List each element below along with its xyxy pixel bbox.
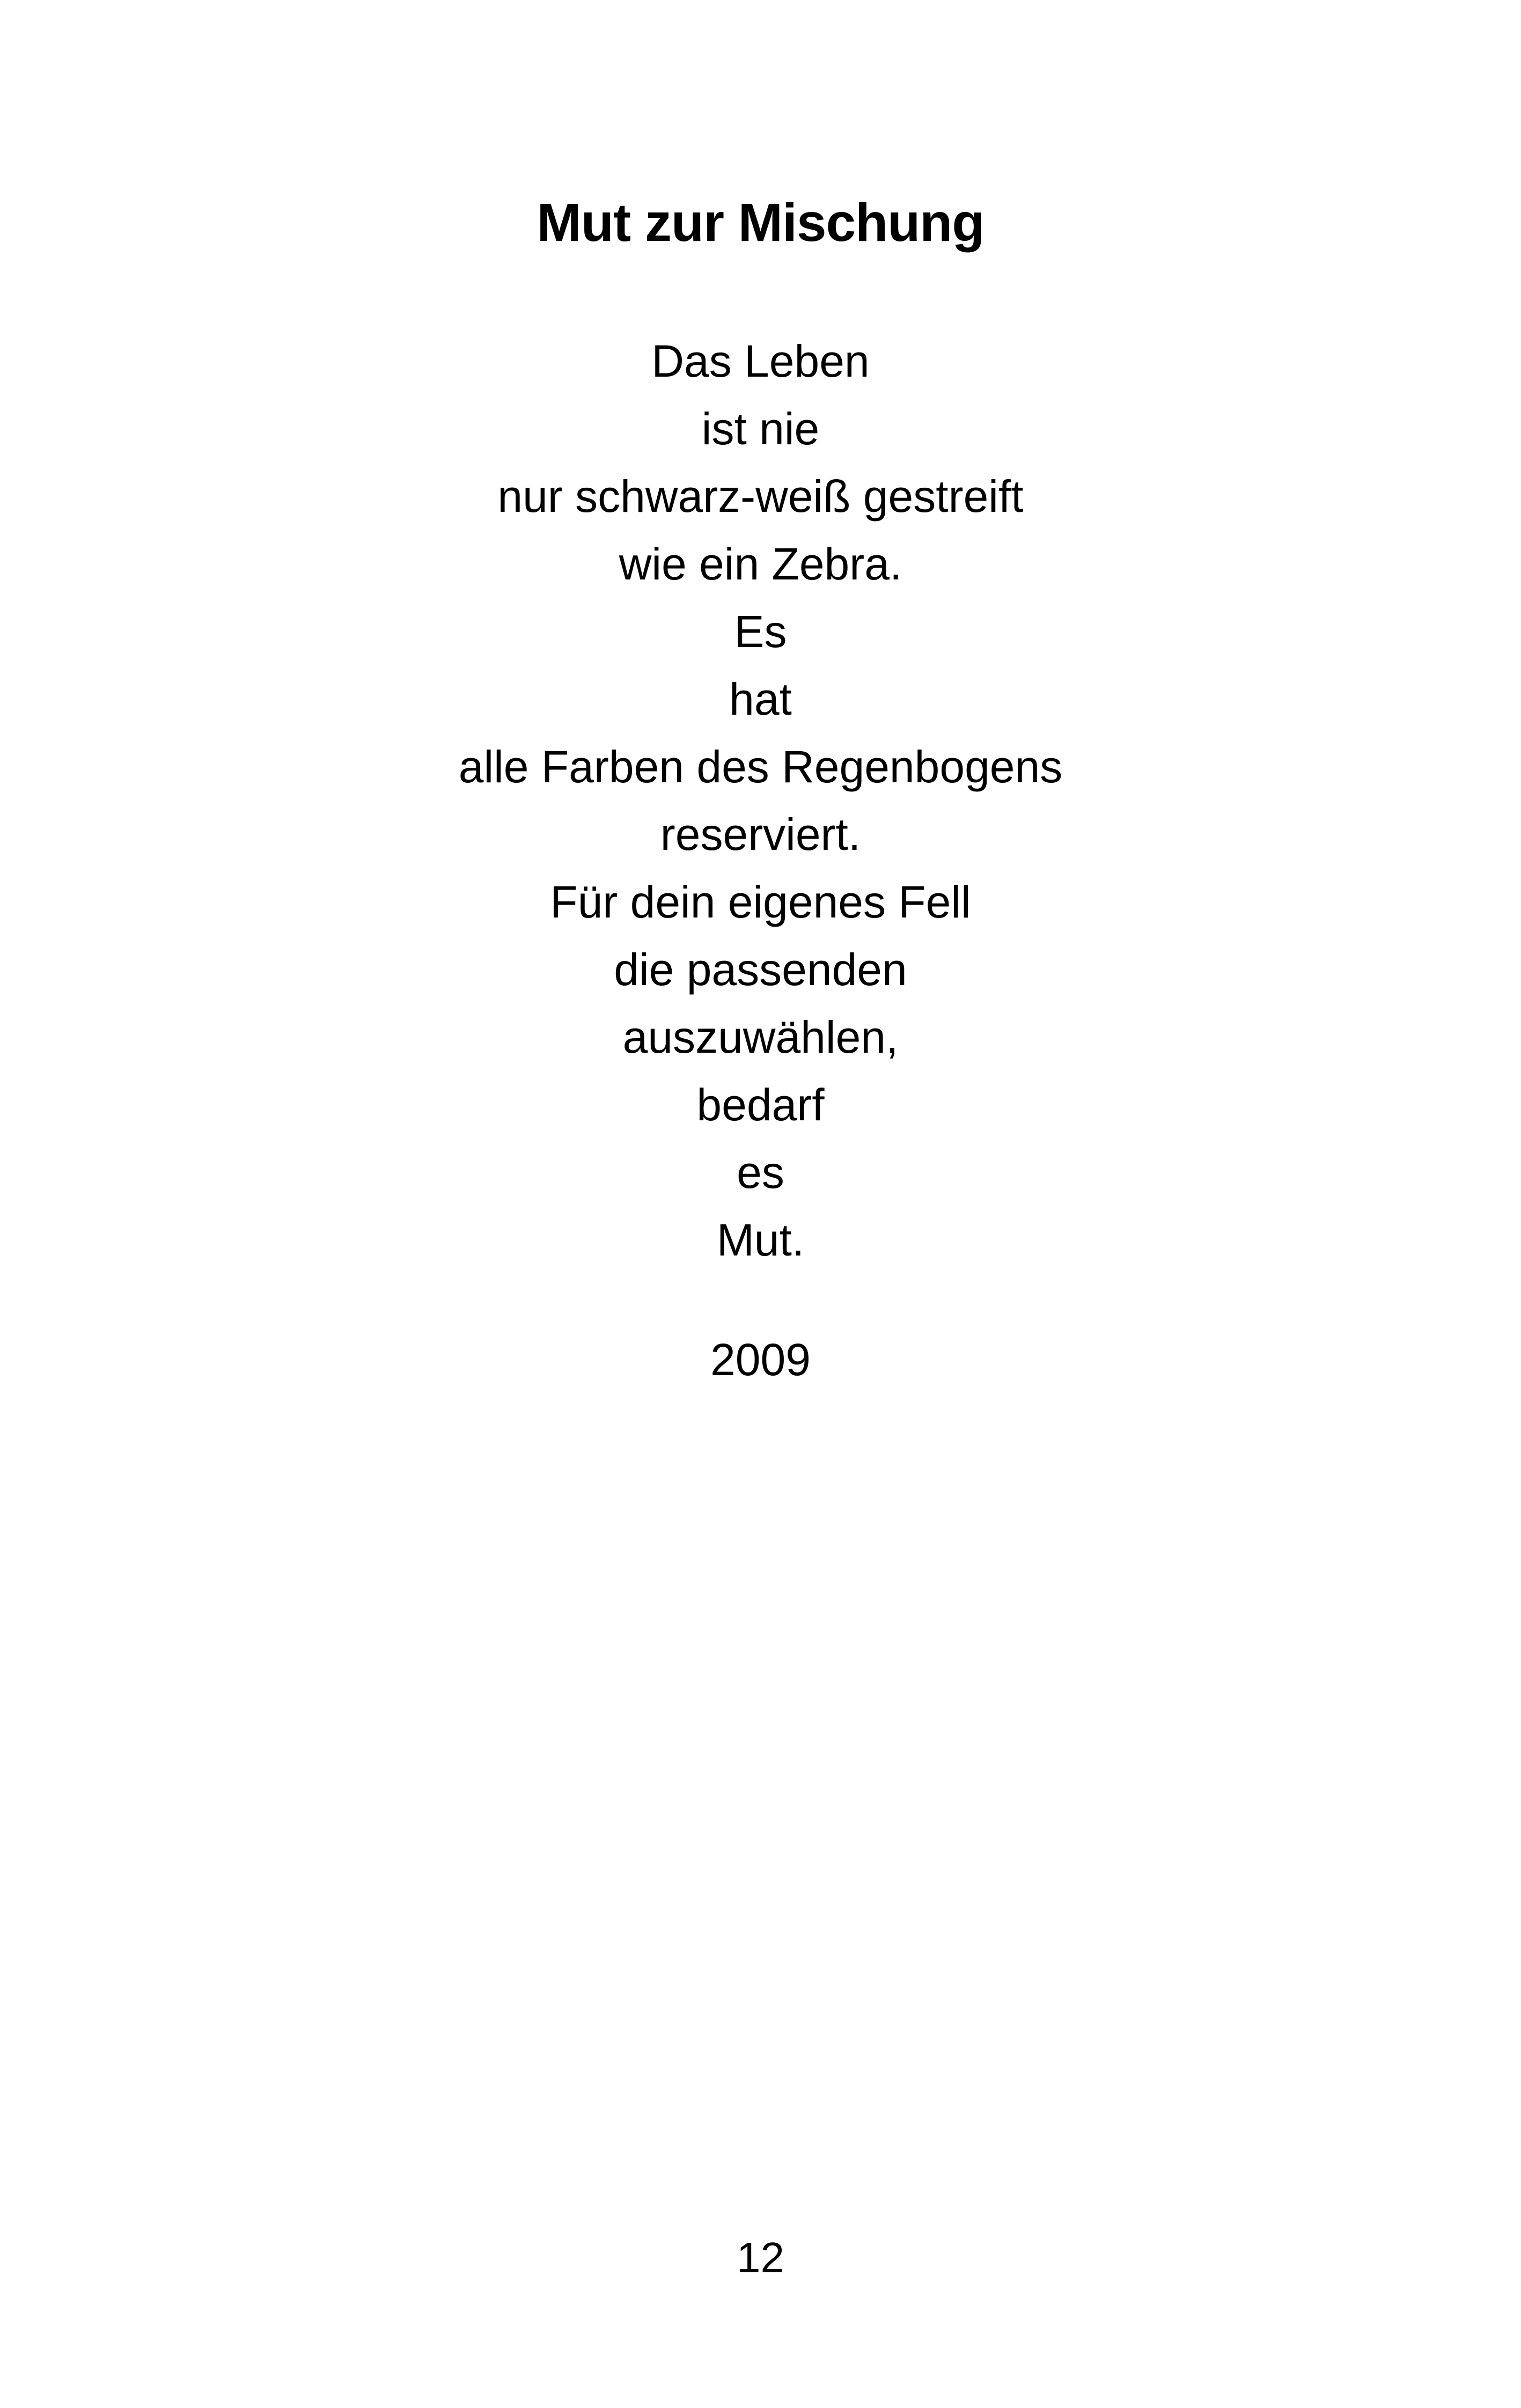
poem-line: es (737, 1147, 784, 1198)
poem-line: Für dein eigenes Fell (550, 877, 971, 927)
page-number: 12 (737, 2234, 784, 2281)
poem-line: alle Farben des Regenbogens (458, 742, 1063, 792)
poem-line: die passenden (614, 944, 907, 995)
poem-line: Es (734, 606, 787, 657)
poem-line: hat (729, 674, 792, 724)
poem-line: auszuwählen, (622, 1012, 899, 1062)
poem-line: bedarf (696, 1080, 825, 1130)
poem-line: nur schwarz-weiß gestreift (497, 471, 1024, 522)
poem-line: Das Leben (651, 336, 870, 386)
poem-title: Mut zur Mischung (537, 193, 984, 253)
poem-line: ist nie (701, 403, 820, 454)
poem-line: Mut. (716, 1215, 805, 1265)
poem-year: 2009 (710, 1334, 811, 1385)
poem-line: wie ein Zebra. (619, 539, 902, 589)
poem-body (0, 327, 1521, 1274)
poem-line: reserviert. (660, 809, 861, 860)
